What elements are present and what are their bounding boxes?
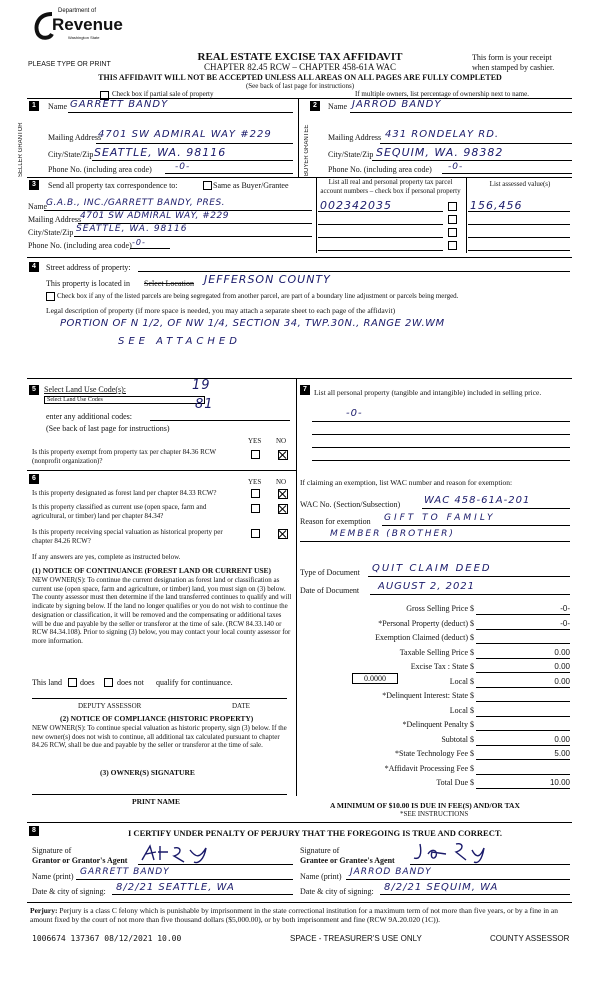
warning-line: THIS AFFIDAVIT WILL NOT BE ACCEPTED UNLESS ALL AREAS ON ALL PAGES ARE FULLY COMPLETED xyxy=(98,73,502,82)
buyer-side-label: BUYER GRANTEE xyxy=(304,124,310,176)
grantor-sig-label-1: Signature of xyxy=(32,846,72,855)
does-not-label: does not xyxy=(117,678,144,687)
current-use-no-checkbox[interactable] xyxy=(278,504,288,514)
wac-label: WAC No. (Section/Subsection) xyxy=(300,500,401,509)
calc-row-label: *Personal Property (deduct) $ xyxy=(378,618,474,628)
see-back: (See back of last page for instructions) xyxy=(245,82,355,90)
calc-row-value[interactable]: 0.00 xyxy=(476,662,570,673)
select-codes[interactable]: Select Land Use Codes xyxy=(44,396,205,404)
revenue-logo xyxy=(30,8,123,48)
calc-row-label: Subtotal $ xyxy=(441,734,474,744)
land-use-label: Select Land Use Code(s): xyxy=(44,385,126,394)
partial-sale-label: Check box if partial sale of property xyxy=(112,90,214,98)
calc-row-value[interactable]: -0- xyxy=(476,619,570,630)
current-use-question: Is this property classified as current use (open space, farm and agricultural, or timber) land per chapter 84.34? xyxy=(32,503,207,520)
personal-property-label: List all personal property (tangible and intangible) included in selling price. xyxy=(314,388,542,397)
send-correspondence-label: Send all property tax correspondence to: xyxy=(48,181,178,190)
land-use-value[interactable]: 19 xyxy=(192,378,211,393)
grantee-sig-label-2: Grantee or Grantee's Agent xyxy=(300,856,395,865)
perjury-note xyxy=(30,906,575,924)
exempt-question: Is this property exempt from property tax per chapter 84.36 RCW (nonprofit organization)? xyxy=(32,448,216,465)
personal-property-checkbox-2[interactable] xyxy=(448,215,457,224)
tax-phone-label: Phone No. (including area code) xyxy=(28,241,132,250)
deputy-date: DATE xyxy=(232,702,250,710)
seller-city-label: City/State/Zip xyxy=(48,150,94,159)
personal-property-value[interactable]: -0- xyxy=(346,408,363,419)
exempt-yes-checkbox[interactable] xyxy=(251,450,260,459)
certify-statement: I CERTIFY UNDER PENALTY OF PERJURY THAT THE FOREGOING IS TRUE AND CORRECT. xyxy=(128,828,503,838)
logo-sub-text: Washington State xyxy=(68,35,100,40)
if-yes-note: If any answers are yes, complete as instructed below. xyxy=(32,553,181,561)
buyer-mailing-label: Mailing Address xyxy=(328,133,382,142)
tax-name-label: Name xyxy=(28,202,48,211)
legal-label: Legal description of property (if more space is needed, you may attach a separate sheet to each page of the affidavit) xyxy=(46,306,396,315)
grantor-print-label: Name (print) xyxy=(32,872,74,881)
doc-type[interactable]: QUIT CLAIM DEED xyxy=(372,563,492,574)
calc-row-label: *Affidavit Processing Fee $ xyxy=(384,763,474,773)
calc-row-value[interactable]: 10.00 xyxy=(476,778,570,789)
local-rate[interactable]: 0.0000 xyxy=(352,673,398,684)
wac-value[interactable]: WAC 458-61A-201 xyxy=(424,495,531,506)
notice2-title: (2) NOTICE OF COMPLIANCE (HISTORIC PROPERTY) xyxy=(60,714,254,723)
logo-top-text: Department of xyxy=(58,8,97,14)
personal-property-checkbox-3[interactable] xyxy=(448,228,457,237)
county-assessor: COUNTY ASSESSOR xyxy=(490,934,570,943)
calc-row-value[interactable] xyxy=(476,691,570,702)
calc-row-value[interactable]: -0- xyxy=(476,604,570,615)
doc-date[interactable]: AUGUST 2, 2021 xyxy=(378,581,476,592)
tax-city-label: City/State/Zip xyxy=(28,228,74,237)
forest-question: Is this property designated as forest land per chapter 84.33 RCW? xyxy=(32,489,217,497)
calc-row-value[interactable]: 5.00 xyxy=(476,749,570,760)
grantee-date-city[interactable]: 8/2/21 SEQUIM, WA xyxy=(384,882,499,893)
reason-label: Reason for exemption xyxy=(300,517,371,526)
seller-side-label: SELLER GRANTOR xyxy=(18,122,24,178)
grantee-date-label: Date & city of signing: xyxy=(300,887,374,896)
buyer-name[interactable]: JARROD BANDY xyxy=(352,99,442,110)
calc-row-label: Taxable Selling Price $ xyxy=(399,647,474,657)
calc-row-value[interactable]: 0.00 xyxy=(476,735,570,746)
grantee-print-name[interactable]: JARROD BANDY xyxy=(350,867,432,877)
tax-phone[interactable]: -0- xyxy=(132,238,146,247)
land-use-see-back: (See back of last page for instructions) xyxy=(46,424,170,433)
select-location[interactable]: Select Location xyxy=(144,279,194,288)
buyer-name-label: Name xyxy=(328,102,348,111)
assessed-value[interactable]: 156,456 xyxy=(470,199,523,212)
additional-codes-label: enter any additional codes: xyxy=(46,412,132,421)
tax-city[interactable]: SEATTLE, WA. 98116 xyxy=(76,224,188,234)
historic-no-checkbox[interactable] xyxy=(278,529,288,539)
seller-city[interactable]: SEATTLE, WA. 98116 xyxy=(94,146,227,159)
seller-name[interactable]: GARRETT BANDY xyxy=(70,99,169,110)
notice1-body: NEW OWNER(S): To continue the current designation as forest land or classification as current use (open space, farm and agriculture, or timber) land, you must sign on (3) below. The county assessor must then determine if the land transferred continues to qualify and will indicate by signing below. If the land no longer qualifies or you do not wish to continue the designation or classification, it will be removed and the compensating or additional taxes will be due and payable by the seller or transferor at the time of sale. (RCW 84.33.140 or RCW 84.34.108). Prior to signing (3) below, you may contact your local county assessor for more information. xyxy=(32,576,292,645)
assessed-header: List assessed value(s) xyxy=(489,180,551,188)
logo-main-text: Revenue xyxy=(52,15,123,34)
grantor-date-city[interactable]: 8/2/21 SEATTLE, WA xyxy=(116,882,235,893)
calc-row-label: *Delinquent Penalty $ xyxy=(402,720,474,729)
buyer-city[interactable]: SEQUIM, WA. 98382 xyxy=(376,146,504,159)
print-name-label: PRINT NAME xyxy=(132,797,180,806)
section-4-number: 4 xyxy=(29,262,39,272)
calc-row-label: Excise Tax : State $ xyxy=(410,662,474,671)
calc-row-label: Exemption Claimed (deduct) $ xyxy=(375,633,474,642)
this-land-label: This land xyxy=(32,678,62,687)
segregated-label: Check box if any of the listed parcels are being segregated from another parcel, are part of a boundary line adjustment or parcels being merged. xyxy=(57,292,459,300)
perjury-text: Perjury is a class C felony which is punishable by imprisonment in the state correctional institution for a maximum term of not more than five years, or by a fine in an amount fixed by the court of not more than five thousand dollars ($5,000.00), or by both imprisonment and fine (RCW 9A.20.020 (1C)). xyxy=(30,906,558,924)
section-6-number: 6 xyxy=(29,474,39,484)
notice2-body: NEW OWNER(S): To continue special valuation as historic property, sign (3) below. If the new owner(s) does not wish to continue, all additional tax calculated pursuant to chapter 84.26 RCW, shall be due and payable by the seller or transferor at the time of sale. xyxy=(32,724,287,750)
tax-mailing[interactable]: 4701 SW ADMIRAL WAY, #229 xyxy=(80,211,229,221)
calc-row-value[interactable] xyxy=(476,706,570,717)
please-type: PLEASE TYPE OR PRINT xyxy=(28,61,111,68)
calc-row-value[interactable]: 0.00 xyxy=(476,648,570,659)
seller-name-label: Name xyxy=(48,102,68,111)
calc-row-value[interactable] xyxy=(476,720,570,731)
section-7-number: 7 xyxy=(300,385,310,395)
grantee-signature[interactable] xyxy=(412,840,502,864)
receipt-2: when stamped by cashier. xyxy=(472,63,555,72)
s6-yes: YES xyxy=(248,478,262,486)
does-not-checkbox[interactable] xyxy=(104,678,113,687)
segregated-checkbox[interactable] xyxy=(46,292,55,301)
reason-1[interactable]: GIFT TO FAMILY xyxy=(384,513,496,523)
cashier-stamp: 1006674 137367 08/12/2021 10.00 xyxy=(32,934,182,943)
form-chapter: CHAPTER 82.45 RCW – CHAPTER 458-61A WAC xyxy=(204,62,396,72)
grantee-sig-label-1: Signature of xyxy=(300,846,340,855)
doc-type-label: Type of Document xyxy=(300,568,360,577)
parcel-number[interactable]: 002342035 xyxy=(320,199,392,212)
see-instructions: *SEE INSTRUCTIONS xyxy=(400,810,469,818)
legal-line-1[interactable]: PORTION OF N 1/2, OF NW 1/4, SECTION 34, TWP.30N., RANGE 2W.WM xyxy=(60,318,445,329)
section-1-number: 1 xyxy=(29,101,39,111)
historic-question: Is this property receiving special valuation as historical property per chapter 84.26 RCW? xyxy=(32,528,223,545)
forest-yes-checkbox[interactable] xyxy=(251,489,260,498)
reason-2[interactable]: MEMBER (BROTHER) xyxy=(330,529,455,539)
additional-codes-value[interactable]: 81 xyxy=(195,397,214,412)
calc-row-label: Total Due $ xyxy=(436,778,474,787)
section-3-number: 3 xyxy=(29,180,39,190)
s5-no: NO xyxy=(276,437,287,445)
historic-yes-checkbox[interactable] xyxy=(251,529,260,538)
buyer-mailing[interactable]: 431 RONDELAY RD. xyxy=(385,129,500,140)
owner-signature-label: (3) OWNER(S) SIGNATURE xyxy=(100,768,195,777)
legal-line-2[interactable]: SEE ATTACHED xyxy=(118,336,241,347)
grantor-sig-label-2: Grantor or Grantor's Agent xyxy=(32,856,128,865)
calc-row-label: Local $ xyxy=(449,676,474,686)
seller-phone[interactable]: -0- xyxy=(175,162,191,172)
receipt-1: This form is your receipt xyxy=(472,53,552,62)
minimum-note: A MINIMUM OF $10.00 IS DUE IN FEE(S) AND/OR TAX xyxy=(330,801,520,810)
calc-row-label: Gross Selling Price $ xyxy=(406,604,474,613)
parcel-list-header: List all real and personal property tax parcel account numbers – check box if personal property xyxy=(320,178,461,195)
section-8-number: 8 xyxy=(29,826,39,836)
tax-name[interactable]: G.A.B., INC./GARRETT BANDY, PRES. xyxy=(46,198,226,208)
same-as-buyer-label: Same as Buyer/Grantee xyxy=(213,181,289,190)
seller-mailing[interactable]: 4701 SW ADMIRAL WAY #229 xyxy=(98,129,272,140)
exempt-no-checkbox[interactable] xyxy=(278,450,288,460)
perjury-heading: Perjury: xyxy=(30,906,58,915)
personal-property-checkbox-1[interactable] xyxy=(448,202,457,211)
section-2-number: 2 xyxy=(310,101,320,111)
forest-no-checkbox[interactable] xyxy=(278,489,288,499)
seller-mailing-label: Mailing Address xyxy=(48,133,102,142)
form-title: REAL ESTATE EXCISE TAX AFFIDAVIT xyxy=(197,51,403,63)
calc-row-value[interactable]: 0.00 xyxy=(476,677,570,688)
same-as-buyer-checkbox[interactable] xyxy=(203,181,212,190)
calc-row-value[interactable] xyxy=(476,633,570,644)
grantee-print-label: Name (print) xyxy=(300,872,342,881)
notice1-title: (1) NOTICE OF CONTINUANCE (FOREST LAND OR CURRENT USE) xyxy=(32,566,272,575)
county[interactable]: JEFFERSON COUNTY xyxy=(204,273,331,286)
street-label: Street address of property: xyxy=(46,263,131,272)
tax-mailing-label: Mailing Address xyxy=(28,215,82,224)
buyer-city-label: City/State/Zip xyxy=(328,150,374,159)
qualify-label: qualify for continuance. xyxy=(156,678,233,687)
buyer-phone-label: Phone No. (including area code) xyxy=(328,165,432,174)
treasurer-space: SPACE - TREASURER'S USE ONLY xyxy=(290,934,422,943)
current-use-yes-checkbox[interactable] xyxy=(251,504,260,513)
does-label: does xyxy=(80,678,95,687)
multiple-owners-note: If multiple owners, list percentage of ownership next to name. xyxy=(355,90,529,98)
calc-row-label: *State Technology Fee $ xyxy=(394,749,474,758)
grantor-signature[interactable] xyxy=(138,842,228,864)
calc-row-label: *Delinquent Interest: State $ xyxy=(382,691,474,700)
section-5-number: 5 xyxy=(29,385,39,395)
calc-row-label: Local $ xyxy=(449,705,474,715)
seller-phone-label: Phone No. (including area code) xyxy=(48,165,152,174)
doc-date-label: Date of Document xyxy=(300,586,360,595)
s6-no: NO xyxy=(276,478,287,486)
deputy-assessor: DEPUTY ASSESSOR xyxy=(78,702,142,710)
located-label: This property is located in xyxy=(46,279,130,288)
does-checkbox[interactable] xyxy=(68,678,77,687)
calc-row-value[interactable] xyxy=(476,764,570,775)
exemption-label: If claiming an exemption, list WAC number and reason for exemption: xyxy=(300,478,513,487)
buyer-phone[interactable]: -0- xyxy=(448,162,464,172)
grantor-print-name[interactable]: GARRETT BANDY xyxy=(80,867,170,877)
personal-property-checkbox-4[interactable] xyxy=(448,241,457,250)
grantor-date-label: Date & city of signing: xyxy=(32,887,106,896)
s5-yes: YES xyxy=(248,437,262,445)
